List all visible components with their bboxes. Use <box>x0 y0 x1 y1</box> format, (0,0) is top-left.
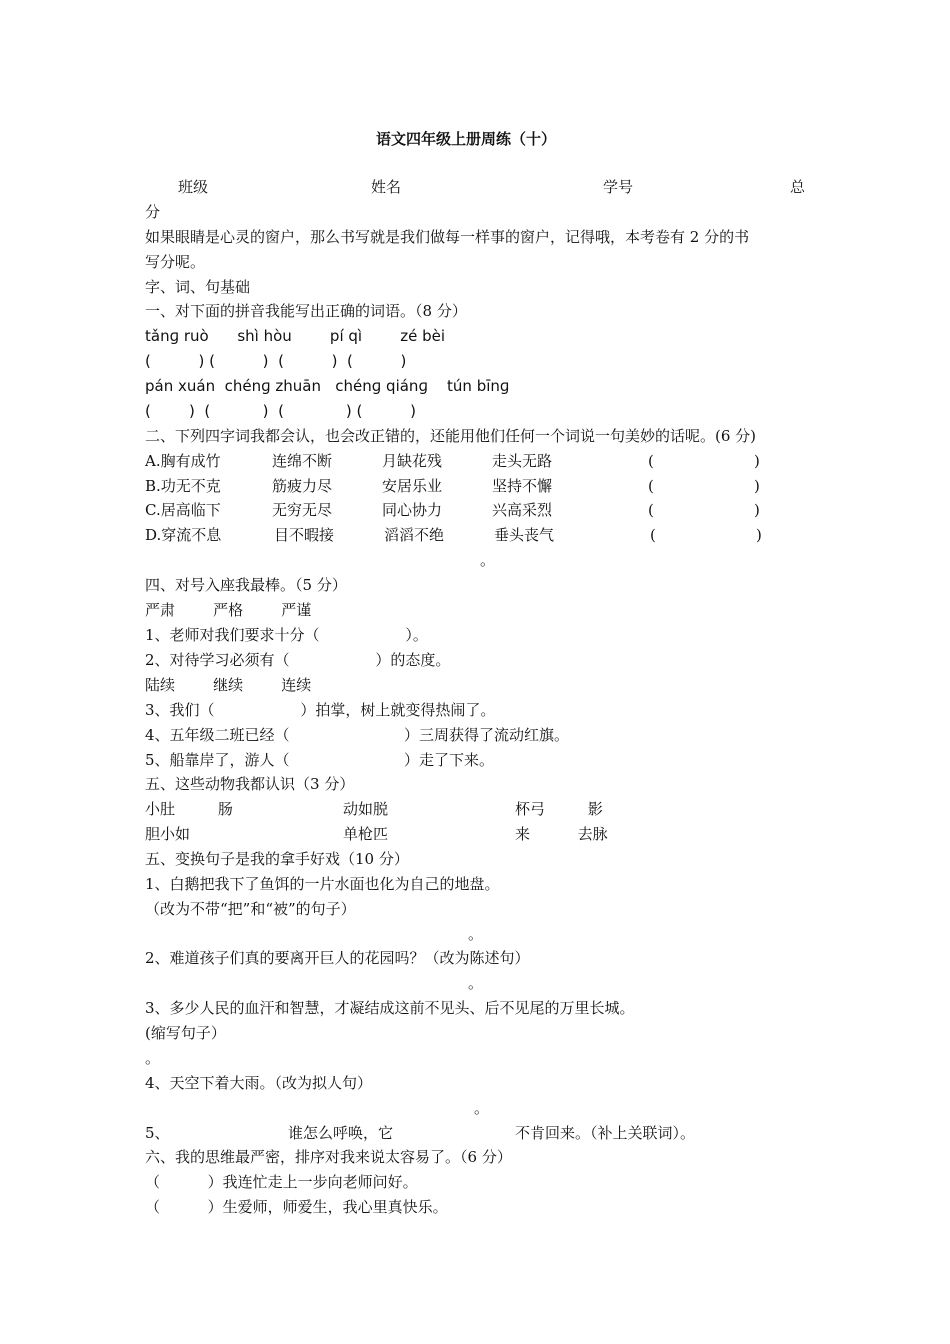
q2-row-a-col-3: 月缺花残 <box>382 452 443 470</box>
q4-heading: 四、对号入座我最棒。（5 分） <box>145 576 347 594</box>
q2-row-a-col-2: 连绵不断 <box>272 452 333 470</box>
q5a-heading: 五、这些动物我都认识（3 分） <box>145 775 355 793</box>
name-label: 姓名 <box>371 178 402 196</box>
q2-row-c-col-4: 兴高采烈 <box>492 501 553 519</box>
q5a-row-1-col-2: 动如脱 <box>343 800 389 818</box>
q1-blank-row-2: ( ) ( ) ( ) ( ) <box>145 402 416 420</box>
q2-row-a-blank: ( ) <box>648 452 760 470</box>
q4-sentence-4: 4、五年级二班已经（ ）三周获得了流动红旗。 <box>145 726 569 744</box>
q2-row-a-col-1: A.胸有成竹 <box>145 452 221 470</box>
q5b-sentence-5-number: 5、 <box>145 1124 170 1142</box>
q5b-sentence-4: 4、天空下着大雨。（改为拟人句） <box>145 1074 373 1092</box>
q5b-sentence-3-note: (缩写句子） <box>145 1024 226 1042</box>
intro-line-2: 写分呢。 <box>145 253 206 271</box>
q5a-row-2-col-1: 胆小如 <box>145 825 191 843</box>
q2-row-b-col-4: 坚持不懈 <box>492 477 553 495</box>
intro-line-1: 如果眼睛是心灵的窗户，那么书写就是我们做每一样事的窗户，记得哦，本考卷有 2 分的书 <box>145 228 750 246</box>
q2-row-b-col-3: 安居乐业 <box>382 477 443 495</box>
q5b-sentence-3-end: 。 <box>145 1049 161 1067</box>
q4-sentence-1: 1、老师对我们要求十分（ ）。 <box>145 626 428 644</box>
q2-period: 。 <box>480 551 496 569</box>
q5b-sentence-4-end: 。 <box>474 1099 490 1117</box>
q2-row-b-col-2: 筋疲力尽 <box>272 477 333 495</box>
q5a-row-1-col-3: 杯弓 影 <box>515 800 603 818</box>
q4-word-bank-2: 陆续 继续 连续 <box>145 676 312 694</box>
q5a-row-2-col-2: 单枪匹 <box>343 825 389 843</box>
q6-sentence-1: （ ）我连忙走上一步向老师问好。 <box>145 1173 418 1191</box>
q5b-heading: 五、变换句子是我的拿手好戏（10 分） <box>145 850 409 868</box>
q2-row-d-col-4: 垂头丧气 <box>494 526 555 544</box>
q1-pinyin-row-2: pán xuán chénɡ zhuān chénɡ qiánɡ tún bīnɡ <box>145 377 510 395</box>
q5a-row-2-col-3: 来 去脉 <box>515 825 608 843</box>
q2-row-b-blank: ( ) <box>648 477 760 495</box>
section-basics-heading: 字、词、句基础 <box>145 278 251 296</box>
number-label: 学号 <box>603 178 634 196</box>
q2-row-d-blank: ( ) <box>650 526 762 544</box>
q2-row-c-col-3: 同心协力 <box>382 501 443 519</box>
q5b-sentence-2-end: 。 <box>468 974 484 992</box>
q2-row-c-col-2: 无穷无尽 <box>272 501 333 519</box>
q2-row-d-col-1: D.穿流不息 <box>145 526 222 544</box>
q1-heading: 一、对下面的拼音我能写出正确的词语。（8 分） <box>145 302 467 320</box>
q4-sentence-3: 3、我们（ ）拍掌，树上就变得热闹了。 <box>145 701 496 719</box>
total-label-cont: 分 <box>145 203 161 221</box>
q1-pinyin-row-1: tǎnɡ ruò shì hòu pí qì zé bèi <box>145 327 445 345</box>
q2-row-c-col-1: C.居高临下 <box>145 501 221 519</box>
q4-sentence-5: 5、船靠岸了，游人（ ）走了下来。 <box>145 751 494 769</box>
q5b-sentence-5-middle: 谁怎么呼唤，它 <box>288 1124 394 1142</box>
q6-sentence-2: （ ）生爱师，师爱生，我心里真快乐。 <box>145 1198 448 1216</box>
q4-word-bank-1: 严肃 严格 严谨 <box>145 601 312 619</box>
q2-row-b-col-1: B.功无不克 <box>145 477 221 495</box>
q6-heading: 六、我的思维最严密，排序对我来说太容易了。（6 分） <box>145 1148 512 1166</box>
q5b-sentence-1-end: 。 <box>468 925 484 943</box>
q5b-sentence-2: 2、难道孩子们真的要离开巨人的花园吗？（改为陈述句） <box>145 949 530 967</box>
q2-heading: 二、下列四字词我都会认，也会改正错的，还能用他们任何一个词说一句美妙的话呢。(6 分) <box>145 427 757 445</box>
page-title: 语文四年级上册周练（十） <box>376 130 557 148</box>
q2-row-c-blank: ( ) <box>648 501 760 519</box>
q2-row-d-col-3: 滔滔不绝 <box>384 526 445 544</box>
q1-blank-row-1: ( ) ( ) ( ) ( ) <box>145 352 407 370</box>
q2-row-a-col-4: 走头无路 <box>492 452 553 470</box>
q4-sentence-2: 2、对待学习必须有（ ）的态度。 <box>145 651 451 669</box>
q5b-sentence-3: 3、多少人民的血汗和智慧，才凝结成这前不见头、后不见尾的万里长城。 <box>145 999 635 1017</box>
q2-row-d-col-2: 目不暇接 <box>274 526 335 544</box>
total-label: 总 <box>790 178 806 196</box>
q5b-sentence-1: 1、白鹅把我下了鱼饵的一片水面也化为自己的地盘。 <box>145 875 500 893</box>
q5a-row-1-col-1: 小肚 肠 <box>145 800 233 818</box>
class-label: 班级 <box>178 178 209 196</box>
q5b-sentence-1-note: （改为不带“把”和“被”的句子） <box>145 900 356 918</box>
q5b-sentence-5-end: 不肯回来。（补上关联词）。 <box>515 1124 696 1142</box>
